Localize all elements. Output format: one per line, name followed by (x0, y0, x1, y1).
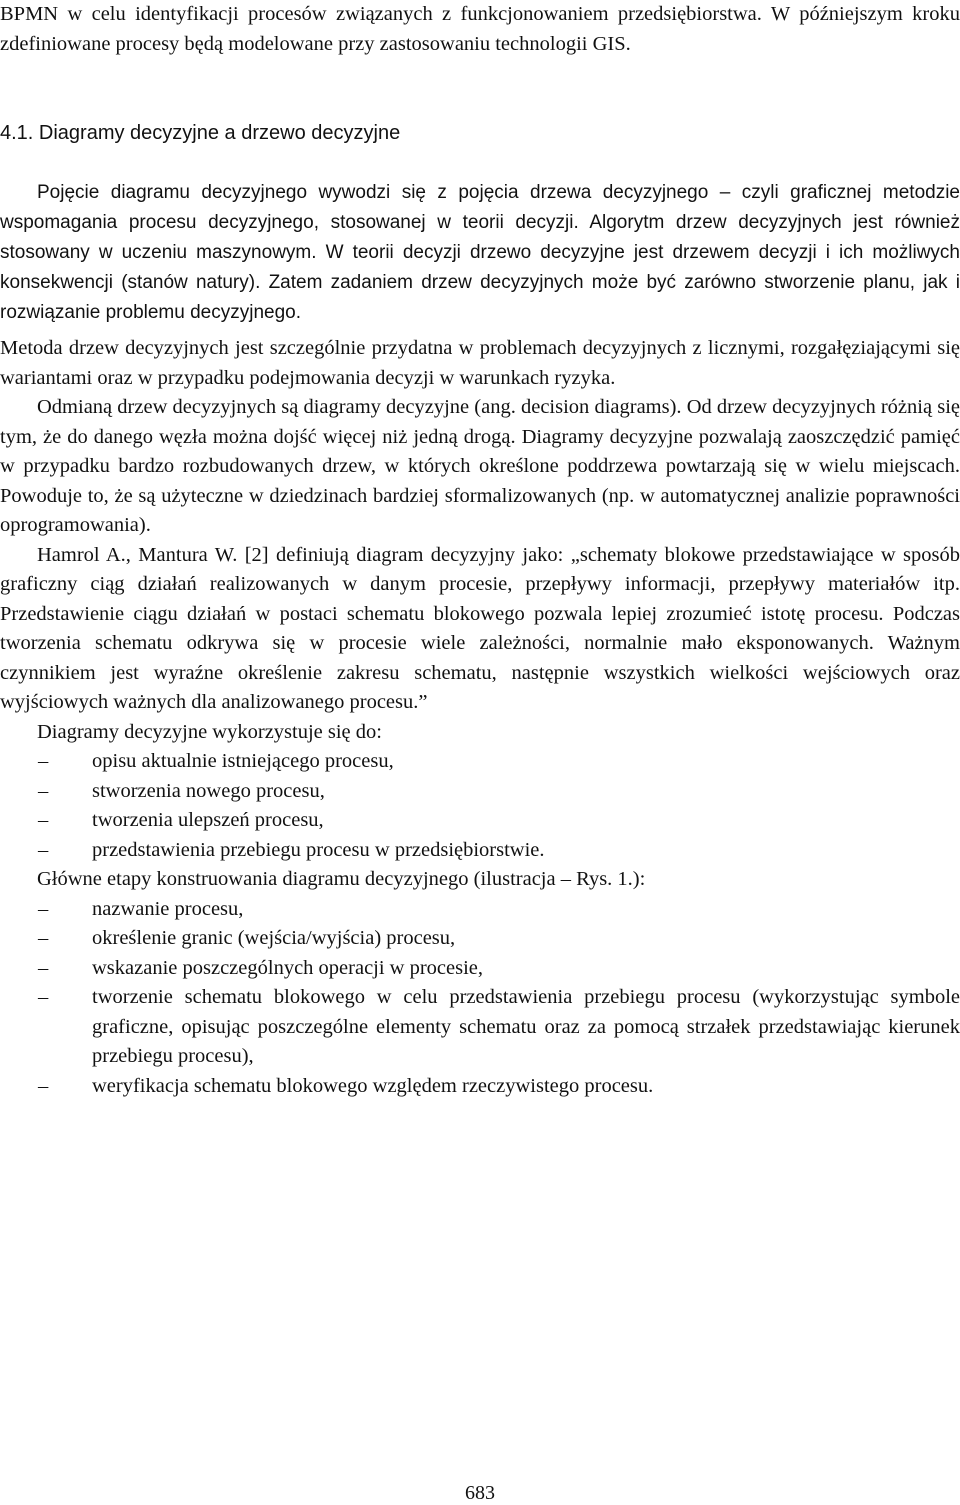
dash-bullet: – (38, 750, 49, 772)
list-item (0, 983, 960, 1072)
stages-list-intro: Główne etapy konstruowania diagramu decyzyjnego (ilustracja – Rys. 1.): (37, 868, 646, 890)
stages-list (0, 895, 960, 1102)
list-item-text: opisu aktualnie istniejącego procesu, (92, 750, 394, 772)
dash-bullet: – (38, 927, 49, 949)
intro-block (0, 0, 960, 59)
dash-bullet: – (38, 838, 49, 861)
dash-bullet: – (38, 897, 49, 920)
list-item (0, 954, 960, 984)
uses-list (0, 747, 960, 865)
list-item-text: wskazanie poszczególnych operacji w procesie, (92, 956, 484, 979)
page-number: 683 (465, 1482, 495, 1504)
odmiana-paragraph: Odmianą drzew decyzyjnych są diagramy decyzyjne (ang. decision diagrams). Od drzew decyzyjnych różnią się tym, że do danego węzła można dojść więcej niż jedną drogą. Diagramy decyzyjne pozwalają zaoszczędzić pamięć w przypadku bardzo rozbudowanych drzew, w których określone poddrzewa powtarzają się w wielu miejscach. Powoduje to, że są użyteczne w dziedzinach bardziej sformalizowanych (np. w automatycznej analizie poprawności oprogramowania). (0, 396, 960, 536)
list-item (0, 777, 960, 807)
list-item (0, 836, 960, 866)
list-item (0, 1072, 960, 1102)
dash-bullet: – (38, 1074, 49, 1097)
list-item (0, 924, 960, 954)
list-item-text: nazwanie procesu, (92, 897, 244, 920)
list-item-text: stworzenia nowego procesu, (92, 779, 325, 802)
dash-bullet: – (38, 779, 49, 802)
list-item (0, 895, 960, 925)
body-text (0, 334, 960, 1101)
uses-list-intro: Diagramy decyzyjne wykorzystuje się do: (37, 720, 382, 743)
list-item-text: określenie granic (wejścia/wyjścia) procesu, (92, 927, 456, 949)
intro-paragraph: BPMN w celu identyfikacji procesów związanych z funkcjonowaniem przedsiębiorstwa. W późniejszym kroku zdefiniowane procesy będą modelowane przy zastosowaniu technologii GIS. (0, 3, 960, 55)
dash-bullet: – (38, 809, 49, 831)
list-item-text: tworzenie schematu blokowego w celu przedstawienia przebiegu procesu (wykorzystując symbole graficzne, opisując poszczególne elementy schematu oraz za pomocą strzałek przedstawiając kierunek przebiegu procesu), (92, 986, 960, 1067)
dash-bullet: – (38, 986, 49, 1008)
dash-bullet: – (38, 956, 49, 979)
list-item-text: przedstawienia przebiegu procesu w przedsiębiorstwie. (92, 838, 545, 861)
list-item (0, 747, 960, 777)
section-heading: 4.1. Diagramy decyzyjne a drzewo decyzyjne (0, 122, 401, 144)
list-item (0, 806, 960, 836)
decision-tree-paragraph: Pojęcie diagramu decyzyjnego wywodzi się z pojęcia drzewa decyzyjnego – czyli graficznej metodzie wspomagania procesu decyzyjnego, stosowanej w teorii decyzji. Algorytm drzew decyzyjnych jest również stosowany w uczeniu maszynowym. W teorii decyzji drzewo decyzyjne jest drzewem decyzji i ich możliwych konsekwencji (stanów natury). Zatem zadaniem drzew decyzyjnych może być zarówno stworzenie planu, jak i rozwiązanie problemu decyzyjnego. (0, 182, 960, 323)
list-item-text: weryfikacja schematu blokowego względem rzeczywistego procesu. (92, 1074, 654, 1097)
hamrol-paragraph: Hamrol A., Mantura W. [2] definiują diagram decyzyjny jako: „schematy blokowe przedstawiające w sposób graficzny ciąg działań realizowanych w danym procesie, przepływy informacji, przepływy materiałów itp. Przedstawienie ciągu działań w postaci schematu blokowego pozwala lepiej zrozumieć istotę procesu. Podczas tworzenia schematu odkrywa się w procesie wiele zależności, normalnie mało eksponowanych. Ważnym czynnikiem jest wyraźne określenie zakresu schematu, następnie wszystkich wielkości wejściowych oraz wyjściowych ważnych dla analizowanego procesu.” (0, 543, 960, 713)
metoda-paragraph: Metoda drzew decyzyjnych jest szczególnie przydatna w problemach decyzyjnych z licznymi, rozgałęziającymi się wariantami oraz w przypadku podejmowania decyzji w warunkach ryzyka. (0, 337, 960, 389)
list-item-text: tworzenia ulepszeń procesu, (92, 809, 324, 831)
